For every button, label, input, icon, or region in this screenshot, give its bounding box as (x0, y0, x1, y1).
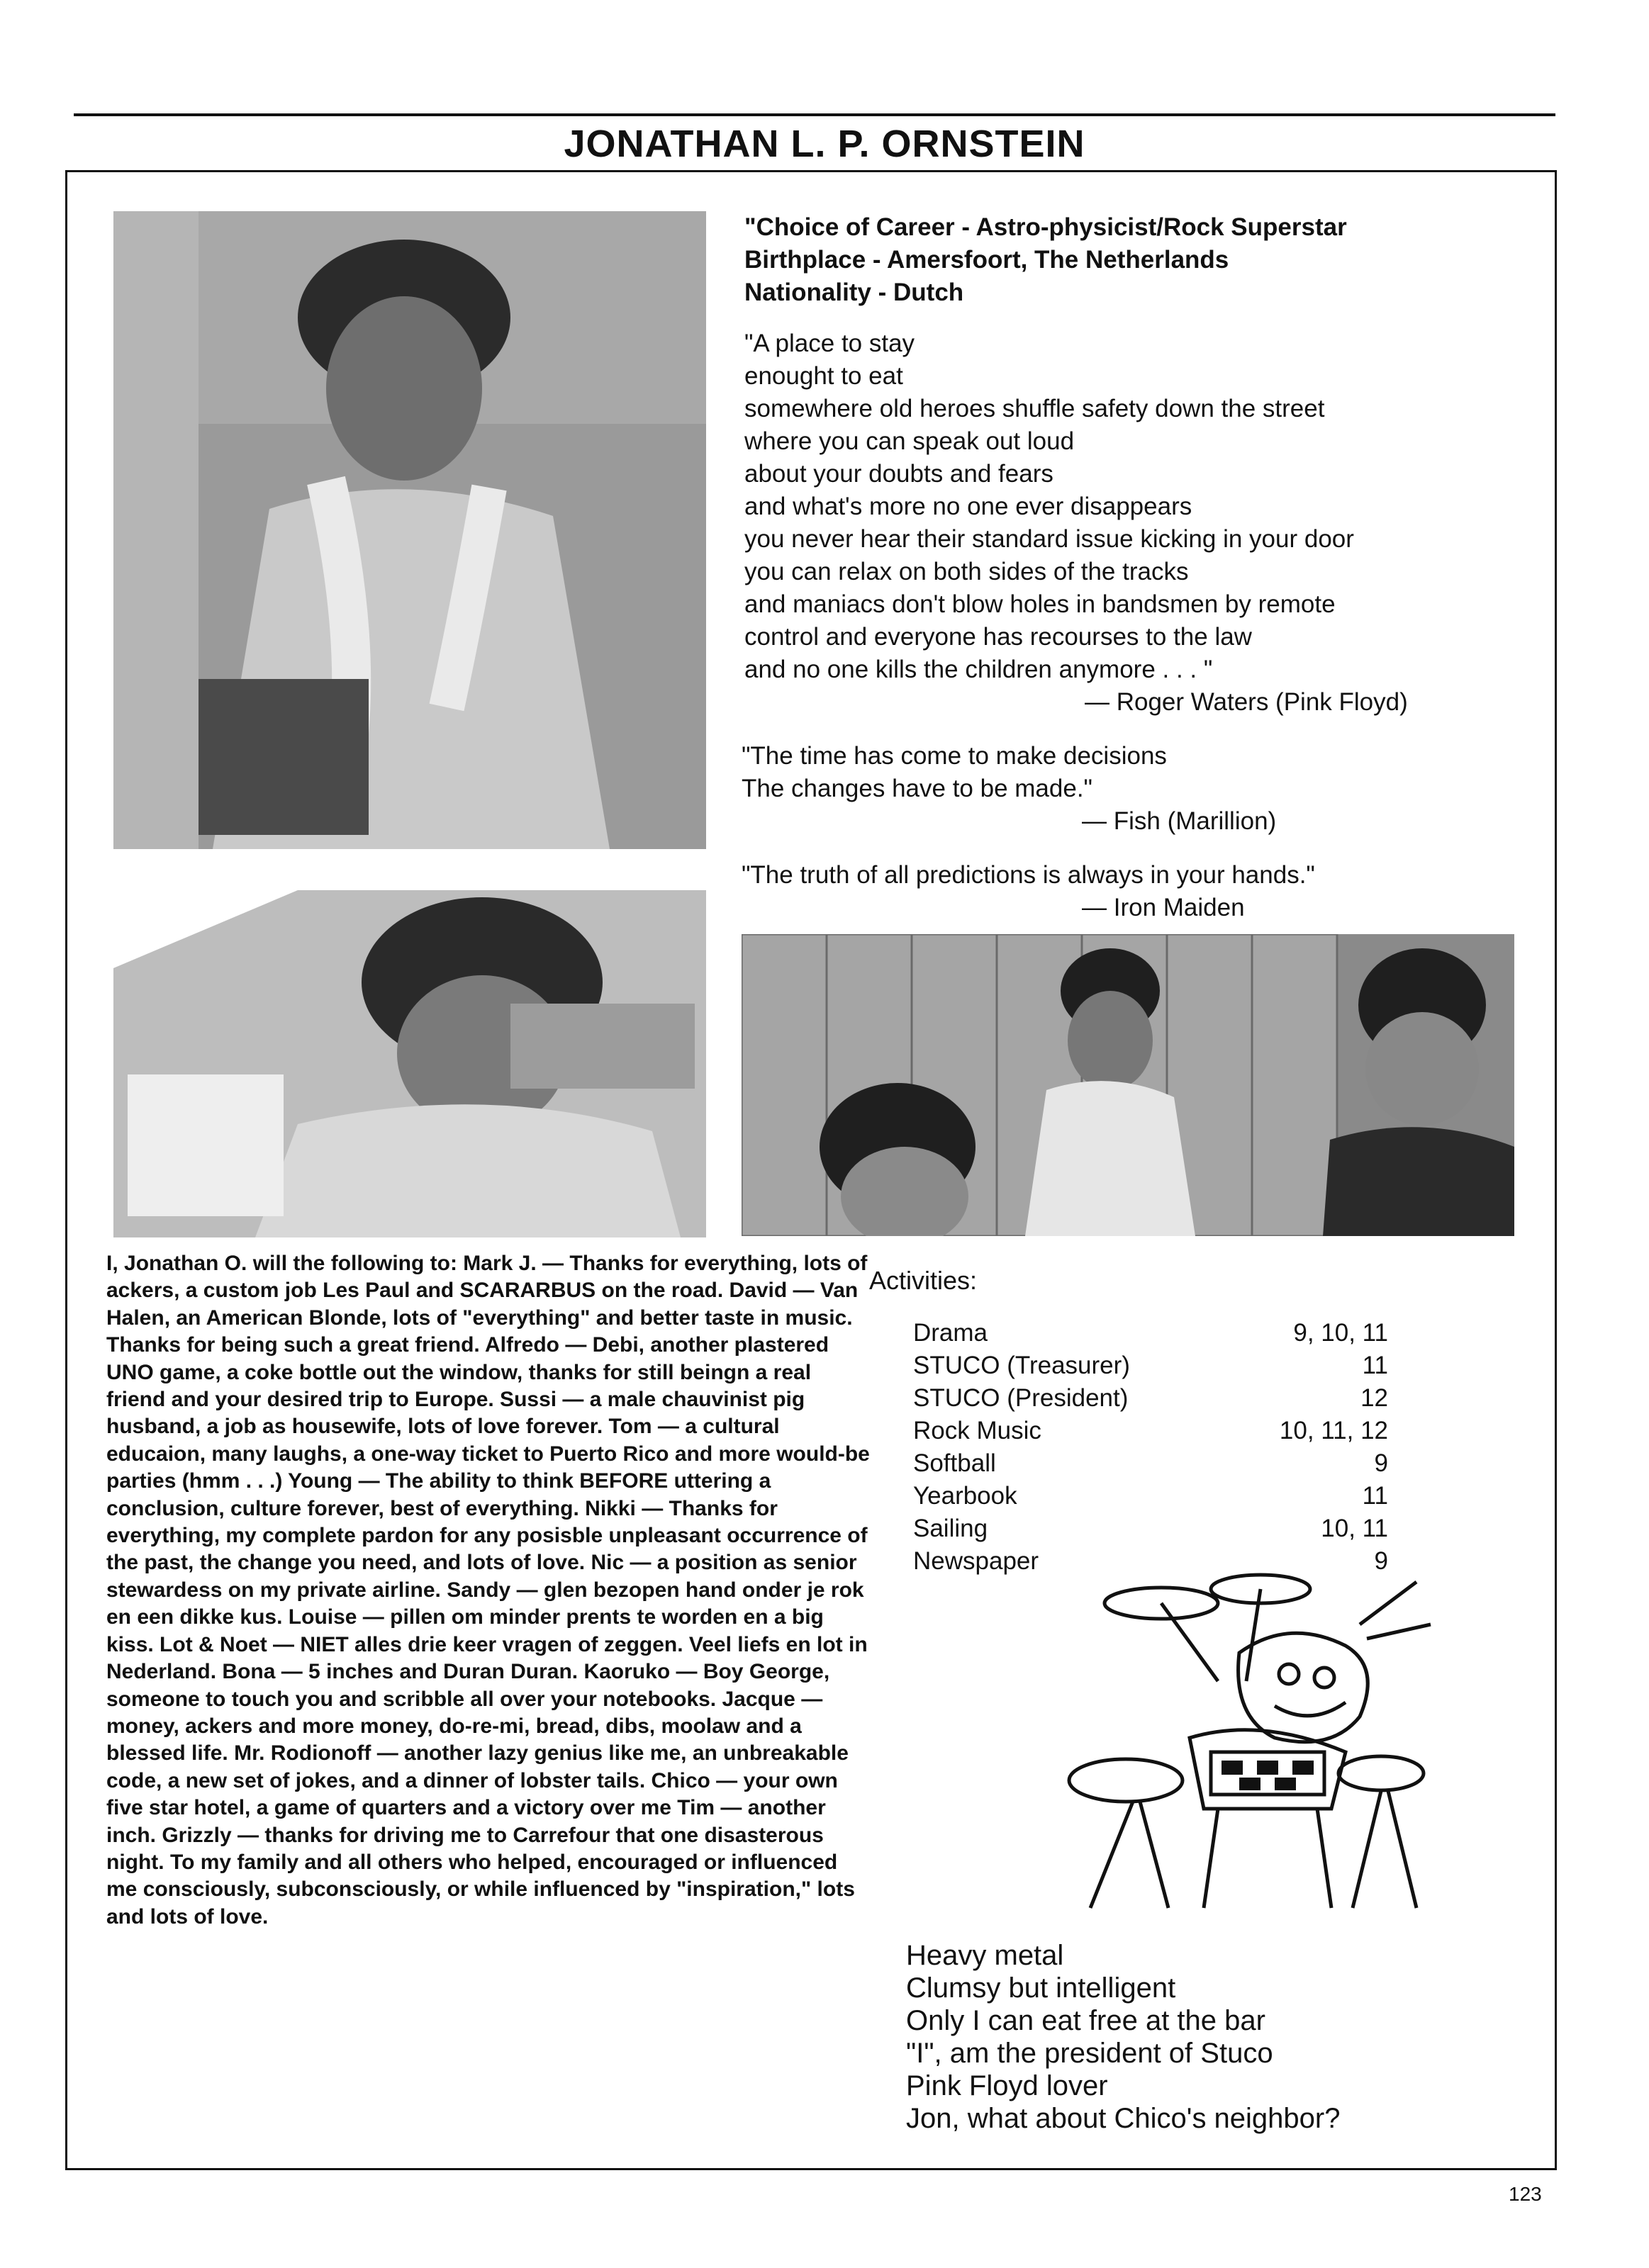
activity-row (913, 1447, 1388, 1480)
activity-name: Yearbook (913, 1482, 1017, 1510)
activity-years: 12 (1360, 1384, 1388, 1412)
activity-name: Drama (913, 1319, 988, 1347)
will-text: I, Jonathan O. will the following to: Mark J. — Thanks for everything, lots of ackers, a custom job Les Paul and SCARARBUS on the road. David — Van Halen, an American Blonde, lots of "everything" and better taste in music. Thanks for being such a great friend. Alfredo — Debi, another plastered UNO game, a coke bottle out the window, thanks for still beingn a real friend and your desired trip to Europe. Sussi — a male chauvinist pig husband, a job as housewife, lots of love forever. Tom — a cultural educaion, many laughs, a one-way ticket to Puerto Rico and more would-be parties (hmm . . .) Young — The ability to think BEFORE uttering a conclusion, culture forever, best of everything. Nikki — Thanks for everything, my complete pardon for any posisble unpleasant occurrence of the past, the change you need, and lots of love. Nic — a position as senior stewardess on my private airline. Sandy — glen bezopen hand onder je rok en een dikke kus. Louise — pillen om minder prents te worden en a big kiss. Lot & Noet — NIET alles drie keer vragen of zeggen. Veel liefs en lot in Nederland. Bona — 5 inches and Duran Duran. Kaoruko — Boy George, someone to touch you and scribble all over your notebooks. Jacque — money, ackers and more money, do-re-mi, bread, dibs, moolaw and a blessed life. Mr. Rodionoff — another lazy genius like me, an unbreakable code, a new set of jokes, and a dinner of lobster tails. Chico — your own five star hotel, a game of quarters and a victory over me Tim — another inch. Grizzly — thanks for driving me to Carrefour that one disasterous night. To my family and all others who helped, encouraged or influenced me consciously, subconsciously, or while influenced by "inspiration," lots and lots of love. (106, 1252, 870, 1929)
quote-line: enought to eat (744, 362, 903, 390)
activity-years: 9 (1374, 1449, 1388, 1477)
activity-name: Newspaper (913, 1547, 1039, 1575)
fact-nationality: Nationality - Dutch (744, 279, 964, 306)
quote-roger-waters (744, 327, 1510, 719)
quote-line: "The time has come to make decisions (742, 742, 1167, 770)
quote-fish (742, 740, 1507, 838)
activity-name: Rock Music (913, 1417, 1041, 1444)
drummer-cartoon-illustration (1048, 1539, 1445, 1922)
quote-line: about your doubts and fears (744, 460, 1053, 488)
trait-line: Only I can eat free at the bar (906, 2005, 1265, 2036)
personal-traits (906, 1939, 1340, 2135)
profile-facts (744, 211, 1538, 309)
quote-line: and maniacs don't blow holes in bandsmen by remote (744, 590, 1336, 618)
quote-attribution: — Iron Maiden (1082, 894, 1245, 921)
quote-iron-maiden (742, 859, 1507, 924)
activity-years: 9, 10, 11 (1293, 1319, 1388, 1347)
activity-row (913, 1480, 1388, 1512)
trait-line: "I", am the president of Stuco (906, 2038, 1273, 2069)
activity-years: 10, 11, 12 (1279, 1417, 1388, 1444)
activity-row (913, 1349, 1388, 1382)
trait-line: Pink Floyd lover (906, 2070, 1108, 2101)
activities-list (913, 1317, 1388, 1578)
activity-years: 10, 11 (1321, 1515, 1388, 1542)
quote-attribution: — Fish (Marillion) (1082, 807, 1277, 835)
photo-portrait-lei (113, 211, 706, 849)
activity-years: 11 (1362, 1482, 1388, 1510)
activity-row (913, 1382, 1388, 1415)
quote-line: "The truth of all predictions is always in your hands." (742, 861, 1315, 889)
quote-line: The changes have to be made." (742, 775, 1092, 802)
fact-career: "Choice of Career - Astro-physicist/Rock Superstar (744, 213, 1347, 241)
activities-heading: Activities: (869, 1266, 978, 1295)
top-rule (74, 113, 1555, 116)
last-will (106, 1250, 872, 1931)
quote-line: where you can speak out loud (744, 427, 1075, 455)
quote-attribution: — Roger Waters (Pink Floyd) (1085, 688, 1408, 716)
activity-row (913, 1317, 1388, 1349)
activity-name: STUCO (Treasurer) (913, 1352, 1130, 1379)
photo-lockers-group (742, 934, 1514, 1236)
activity-name: Sailing (913, 1515, 988, 1542)
page-title: JONATHAN L. P. ORNSTEIN (564, 123, 1085, 165)
quote-line: you can relax on both sides of the tracks (744, 558, 1189, 585)
activity-name: Softball (913, 1449, 996, 1477)
activity-row (913, 1415, 1388, 1447)
activity-name: STUCO (President) (913, 1384, 1129, 1412)
trait-line: Jon, what about Chico's neighbor? (906, 2103, 1341, 2134)
quote-line: somewhere old heroes shuffle safety down the street (744, 395, 1325, 422)
photo-at-desk (113, 890, 706, 1237)
quote-line: you never hear their standard issue kicking in your door (744, 525, 1354, 553)
quote-line: control and everyone has recourses to the law (744, 623, 1252, 651)
quote-line: and no one kills the children anymore . . . " (744, 656, 1213, 683)
quote-line: "A place to stay (744, 330, 915, 357)
activity-years: 9 (1374, 1547, 1388, 1575)
fact-birthplace: Birthplace - Amersfoort, The Netherlands (744, 246, 1229, 274)
trait-line: Clumsy but intelligent (906, 1972, 1176, 2004)
quote-line: and what's more no one ever disappears (744, 493, 1192, 520)
trait-line: Heavy metal (906, 1940, 1064, 1971)
activity-years: 11 (1362, 1352, 1388, 1379)
page-number: 123 (1509, 2183, 1542, 2205)
